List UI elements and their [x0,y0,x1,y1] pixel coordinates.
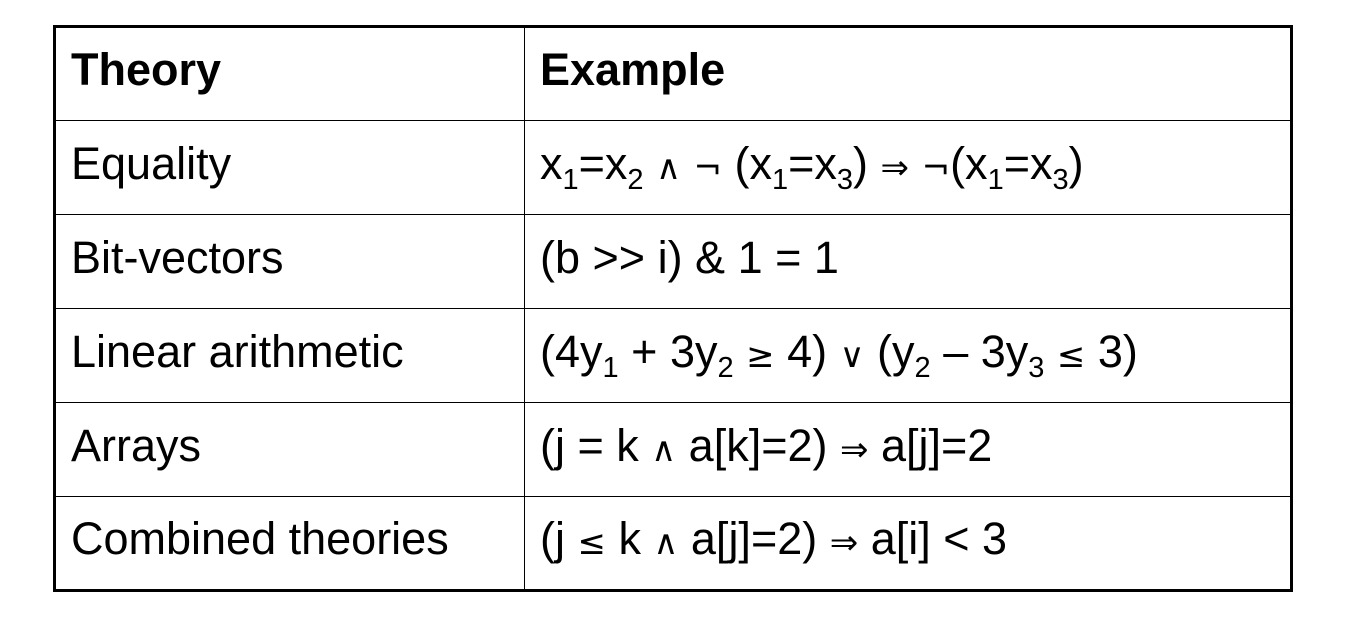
formula-text: =x [578,137,628,189]
formula-text: (x [721,137,772,189]
subscript: 3 [836,163,854,196]
formula-text: a[k]=2) [676,419,840,471]
logic-symbol: ∨ [839,335,865,376]
theory-cell: Linear arithmetic [55,309,525,403]
formula-text [909,138,922,189]
formula-text: (b >> i) & 1 = 1 [540,231,839,283]
theory-cell: Equality [55,121,525,215]
table-row [55,121,1292,215]
example-cell [525,497,1292,591]
logic-symbol: ≤ [1056,335,1086,376]
formula-text: 4) [774,325,840,377]
theories-table-container [53,25,1293,592]
example-cell [525,403,1292,497]
subscript: 1 [562,163,579,196]
formula-text: a[i] < 3 [858,513,1008,564]
formula-text [734,326,747,377]
formula-text: =x [1003,137,1053,189]
example-cell [525,215,1292,309]
table-header-row [55,27,1292,121]
theory-cell: Combined theories [55,497,525,591]
logic-symbol: ⇒ [840,429,869,470]
subscript: 3 [1028,351,1045,384]
logic-symbol: ∧ [651,429,677,470]
formula-text: x [540,137,563,189]
formula-text: (x [950,137,988,189]
example-cell [525,309,1292,403]
subscript: 3 [1052,163,1069,196]
logic-symbol: ⇒ [880,147,910,188]
table-row [55,309,1292,403]
logic-symbol: ¬ [693,147,722,188]
table-row [55,497,1292,591]
formula-text: – 3y [930,325,1029,377]
formula-text: (y [864,325,915,377]
formula-text: (j = k [540,419,652,471]
theory-cell: Arrays [55,403,525,497]
table-row [55,403,1292,497]
logic-symbol: ∧ [656,147,681,188]
header-theory: Theory [55,27,525,121]
formula-text [644,138,657,189]
theory-cell: Bit-vectors [55,215,525,309]
subscript: 1 [771,163,789,196]
subscript: 2 [627,163,644,196]
formula-text: =x [788,137,837,189]
subscript: 1 [987,163,1004,196]
formula-text: ) [1068,137,1084,189]
logic-symbol: ¬ [921,147,951,188]
formula-text: k [606,513,654,564]
logic-symbol: ∧ [653,523,679,563]
formula-text: a[j]=2) [678,513,830,564]
formula-text: + 3y [618,325,718,377]
formula-text: (4y [540,325,603,377]
table-row [55,215,1292,309]
formula-text [1044,326,1057,377]
subscript: 2 [717,351,734,384]
theories-table [53,25,1293,592]
header-example: Example [525,27,1292,121]
logic-symbol: ≤ [577,523,606,563]
subscript: 2 [914,351,931,384]
logic-symbol: ≥ [746,335,775,376]
formula-text: (j [540,513,578,564]
formula-text: a[j]=2 [868,419,993,471]
formula-text: ) [853,137,881,189]
formula-text: 3) [1085,325,1138,377]
example-cell [525,121,1292,215]
logic-symbol: ⇒ [829,523,859,563]
subscript: 1 [602,351,619,384]
formula-text [681,138,694,189]
